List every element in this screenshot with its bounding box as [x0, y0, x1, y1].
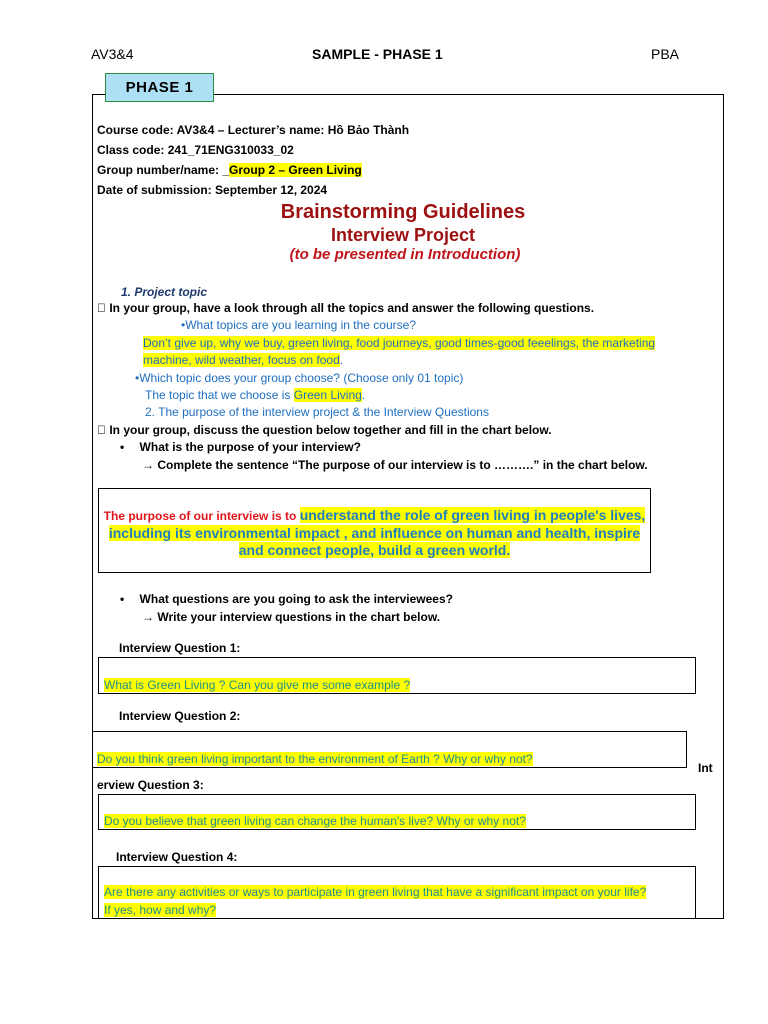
q4-text-line1	[104, 885, 646, 899]
q4-answer-line1: Are there any activities or ways to participate in green living that have a significant impact on your life?	[104, 885, 647, 899]
q4-answer-line2: If yes, how and why?	[104, 903, 217, 917]
purpose-answer: understand the role of green living in people's lives, including its environmental impact , and influence on human and health, inspire and connect people, build a green world.	[108, 507, 646, 558]
bullet-purpose-text: What is the purpose of your interview?	[139, 440, 361, 454]
group-info	[97, 163, 362, 177]
section2-instruction: In your group, discuss the question below together and fill in the chart below.	[97, 423, 540, 437]
q2-text	[97, 752, 533, 766]
class-info: Class code: 241_71ENG310033_02	[97, 143, 294, 157]
chosen-suffix: .	[361, 388, 366, 402]
bullet-purpose	[120, 440, 361, 454]
main-title: Brainstorming Guidelines	[280, 201, 526, 223]
purpose-lead: The purpose of our interview is to	[103, 509, 300, 523]
purpose-box	[98, 488, 651, 573]
answer-topics-text1: Don’t give up, why we buy, green living, food journeys, good times-good feeelings, the marketing	[143, 336, 656, 350]
question-topics: •What topics are you learning in the course?	[181, 318, 416, 332]
q4-text-line2	[104, 903, 216, 917]
chosen-topic	[145, 388, 365, 402]
bullet-dot-icon: •	[120, 440, 125, 454]
section2-heading: 2. The purpose of the interview project & the Interview Questions	[145, 405, 489, 419]
answer-topics-text2: machine, wild weather, focus on food	[143, 353, 340, 367]
q3-text	[104, 814, 526, 828]
answer-topics-line1	[143, 336, 655, 350]
bullet-questions-text: What questions are you going to ask the interviewees?	[139, 592, 453, 606]
q2-label: Interview Question 2:	[119, 709, 241, 723]
arrow-purpose: → Complete the sentence “The purpose of our interview is to ……….” in the chart below.	[142, 458, 648, 472]
q1-answer: What is Green Living ? Can you give me some example ?	[104, 678, 411, 692]
q4-label: Interview Question 4:	[116, 850, 238, 864]
chosen-value: Green Living	[293, 388, 362, 402]
header-left: AV3&4	[91, 46, 134, 62]
q2-answer: Do you think green living important to the environment of Earth ? Why or why not?	[97, 752, 533, 766]
header-center: SAMPLE - PHASE 1	[312, 46, 443, 62]
q3-answer: Do you believe that green living can change the human's live? Why or why not?	[104, 814, 526, 828]
answer-topics-end: .	[339, 353, 344, 367]
q3-label: erview Question 3:	[97, 778, 204, 792]
header-right: PBA	[651, 46, 680, 62]
group-value: Group 2 – Green Living	[229, 163, 362, 177]
group-label: Group number/name: _	[97, 163, 230, 177]
q1-text	[104, 678, 410, 692]
q1-label: Interview Question 1:	[119, 641, 241, 655]
section1-instruction: In your group, have a look through all the topics and answer the following questions.	[97, 301, 582, 315]
phase-tab: PHASE 1	[105, 73, 214, 102]
course-info: Course code: AV3&4 – Lecturer’s name: Hồ Bảo Thành	[97, 123, 410, 137]
q3-label-fragment: Int	[698, 761, 713, 775]
arrow-questions: → Write your interview questions in the chart below.	[142, 610, 441, 624]
answer-topics-line2	[143, 353, 343, 367]
section1-heading: 1. Project topic	[121, 285, 208, 299]
sub-title: Interview Project	[330, 225, 476, 245]
title-note: (to be presented in Introduction)	[289, 246, 521, 263]
bullet-dot-icon: •	[120, 592, 125, 606]
date-info: Date of submission: September 12, 2024	[97, 183, 328, 197]
question-choose: •Which topic does your group choose? (Choose only 01 topic)	[135, 371, 464, 385]
chosen-prefix: The topic that we choose is	[145, 388, 294, 402]
bullet-questions	[120, 592, 453, 606]
